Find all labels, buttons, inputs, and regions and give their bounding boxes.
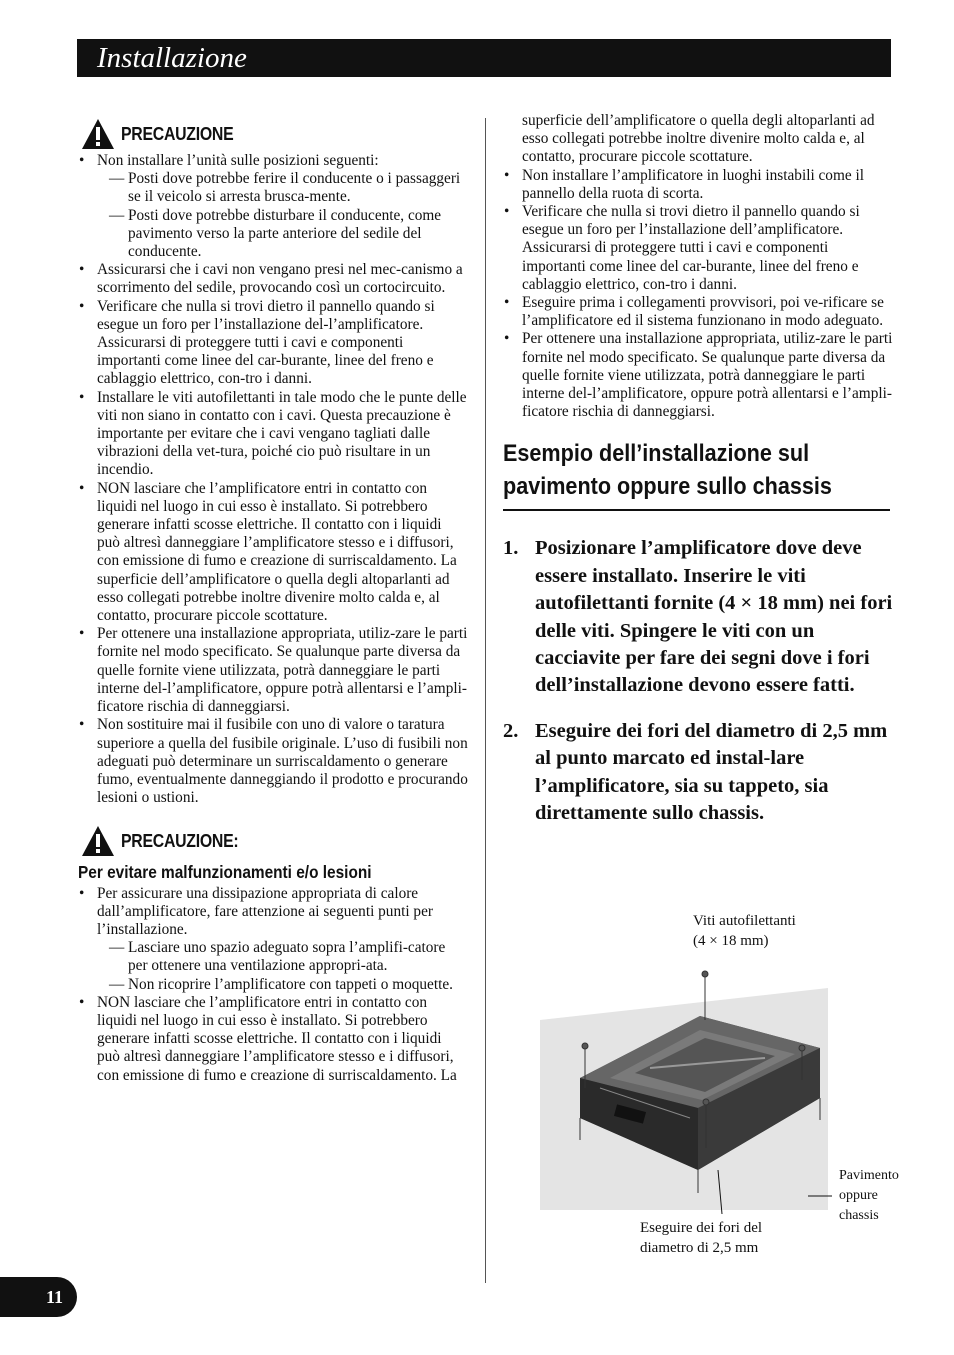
list-item-text: Per ottenere una installazione appropriata, utiliz-zare le parti fornite nel modo specificato. Se qualunque parte diversa da quelle fornite viene utilizzata, potrà danneggiare le parti interne del-l’amplificatore, oppure potrà allentarsi e l’ampli-ficatore rischia di danneggiarsi. — [97, 625, 468, 716]
step-number: 1. — [503, 537, 519, 560]
list-item-text: Per ottenere una installazione appropriata, utiliz-zare le parti fornite nel modo specificato. Se qualunque parte diversa da quelle fornite viene utilizzata, potrà danneggiare le parti interne del-l’amplificatore, oppure potrà allentarsi e l’ampli-ficatore rischia di danneggiarsi. — [522, 330, 893, 421]
caption-holes — [640, 1218, 762, 1258]
warning-icon — [81, 825, 115, 857]
sub-list — [97, 939, 468, 994]
page-title: Installazione — [97, 42, 247, 74]
warning-heading-2 — [81, 825, 468, 857]
list-item — [503, 330, 893, 421]
list-item-text: Installare le viti autofilettanti in tale modo che le punte delle viti non siano in contatto con i cavi. Questa precauzione è importante per evitare che i cavi vengano tagliati dalle vibrazioni della vet-tura, poiché cio può risultare in un incendio. — [97, 388, 467, 479]
list-item-text: Verificare che nulla si trovi dietro il pannello quando si esegue un foro per l’installazione del-l’amplificatore. Assicurarsi di proteggere tutti i cavi e componenti importanti come linee del car-burante, linee del freno e cablaggio elettrico, con-tro i danni. — [97, 297, 435, 388]
warning-subtitle: Per evitare malfunzionamenti e/o lesioni — [78, 862, 372, 883]
caption-screws — [693, 911, 796, 951]
page-number: 11 — [46, 1287, 64, 1307]
caption-holes-line2: diametro di 2,5 mm — [640, 1240, 759, 1256]
warning-heading — [81, 118, 468, 150]
list-item — [78, 885, 468, 994]
list-item — [78, 480, 468, 626]
sub-list-item: — Posti dove potrebbe disturbare il conducente, come pavimento verso la parte anteriore del sedile del conducente. — [97, 207, 468, 262]
step-item — [503, 535, 893, 699]
list-item-text: Non installare l’unità sulle posizioni seguenti: — [97, 152, 379, 169]
list-item-text: NON lasciare che l’amplificatore entri in contatto con liquidi nel luogo in cui esso è installato. Si potrebbero generare infatti scosse elettriche. Il contatto con i liquidi può altresì danneggiare l’amplificatore stesso e i diffusori, con emissione di fumo e creazione di surriscaldamento. La superficie dell’amplificatore o quella degli altoparlanti ad esso collegati potrebbe inoltre divenire molto calda e, al contatto, procurare piccole scottature. — [97, 479, 457, 625]
caption-floor-line3: chassis — [839, 1208, 879, 1223]
caption-screws-line1: Viti autofilettanti — [693, 913, 796, 929]
page-header — [77, 39, 891, 77]
list-item — [503, 203, 893, 294]
list-item — [78, 389, 468, 480]
warning-title-2: PRECAUZIONE: — [121, 831, 239, 852]
continued-paragraph: superficie dell’amplificatore o quella degli altoparlanti ad esso collegati potrebbe inoltre divenire molto calda e, al contatto, procurare piccole scottature. — [522, 112, 875, 166]
installation-figure — [540, 908, 920, 1258]
precaution-list — [78, 152, 468, 807]
list-item-text: Assicurarsi che i cavi non vengano presi nel mec-canismo a scorrimento del sedile, provocando così un cortocircuito. — [97, 261, 463, 297]
column-divider — [485, 118, 486, 1283]
caption-screws-line2: (4 × 18 mm) — [693, 933, 769, 949]
caption-floor-line1: Pavimento — [839, 1168, 899, 1183]
steps-list — [503, 535, 893, 827]
list-item-text: NON lasciare che l’amplificatore entri in contatto con liquidi nel luogo in cui esso è installato. Si potrebbero generare infatti scosse elettriche. Il contatto con i liquidi può altresì danneggiare l’amplificatore stesso e i diffusori, con emissione di fumo e creazione di surriscaldamento. La — [97, 993, 457, 1084]
warning-icon — [81, 118, 115, 150]
step-item — [503, 718, 893, 828]
caption-holes-line1: Eseguire dei fori del — [640, 1220, 763, 1236]
list-item-text: Verificare che nulla si trovi dietro il pannello quando si esegue un foro per l’installazione dell’amplificatore. Assicurarsi di proteggere tutti i cavi e componenti importanti come linee del car-burante, linee del freno e cablaggio elettrico, con-tro i danni. — [522, 203, 860, 293]
continued-text — [503, 112, 893, 167]
list-item — [78, 716, 468, 807]
sub-list-item: — Non ricoprire l’amplificatore con tappeti o moquette. — [97, 976, 468, 994]
precaution-list-3 — [503, 167, 893, 422]
precaution-list-2 — [78, 885, 468, 1085]
section-title: Esempio dell’installazione sul pavimento oppure sullo chassis — [503, 437, 890, 511]
list-item — [78, 625, 468, 716]
step-number: 2. — [503, 719, 519, 742]
list-item — [78, 298, 468, 389]
sub-list — [97, 170, 468, 261]
step-text: Posizionare l’amplificatore dove deve essere installato. Inserire le viti autofilettanti fornite (4 × 18 mm) nei fori delle viti. Spingere le viti con un cacciavite per fare dei segni dove i fori dell’installazione devono essere fatti. — [535, 537, 893, 697]
list-item — [78, 152, 468, 261]
list-item — [503, 294, 893, 330]
list-item-text: Eseguire prima i collegamenti provvisori, poi ve-rificare se l’amplificatore ed il sistema funzionano in modo adeguato. — [522, 294, 884, 330]
list-item-text: Per assicurare una dissipazione appropriata di calore dall’amplificatore, fare attenzione ai seguenti punti per l’installazione. — [97, 884, 433, 938]
list-item — [78, 994, 468, 1085]
list-item — [503, 167, 893, 203]
step-text: Eseguire dei fori del diametro di 2,5 mm al punto marcato ed instal-lare l’amplificatore, sia su tappeto, sia direttamente sullo chassis. — [535, 719, 888, 825]
list-item — [78, 261, 468, 297]
list-item-text: Non installare l’amplificatore in luoghi instabili come il pannello della ruota di scorta. — [522, 166, 864, 202]
warning-title: PRECAUZIONE — [121, 123, 234, 144]
sub-list-item: — Posti dove potrebbe ferire il conducente o i passaggeri se il veicolo si arresta brusca-mente. — [97, 170, 468, 206]
right-column — [503, 112, 893, 846]
sub-list-item: — Lasciare uno spazio adeguato sopra l’amplifi-catore per ottenere una ventilazione appropri-ata. — [97, 939, 468, 975]
list-item-text: Non sostituire mai il fusibile con uno di valore o taratura superiore a quella del fusibile originale. L’uso di fusibili non adeguati può determinare un surriscaldamento o generare fumo, eventualmente danneggiando il prodotto e procurando lesioni o ustioni. — [97, 716, 468, 807]
caption-floor — [839, 1166, 899, 1226]
left-column — [78, 118, 468, 1085]
page-number-tab — [0, 1277, 77, 1317]
caption-floor-line2: oppure — [839, 1188, 878, 1203]
